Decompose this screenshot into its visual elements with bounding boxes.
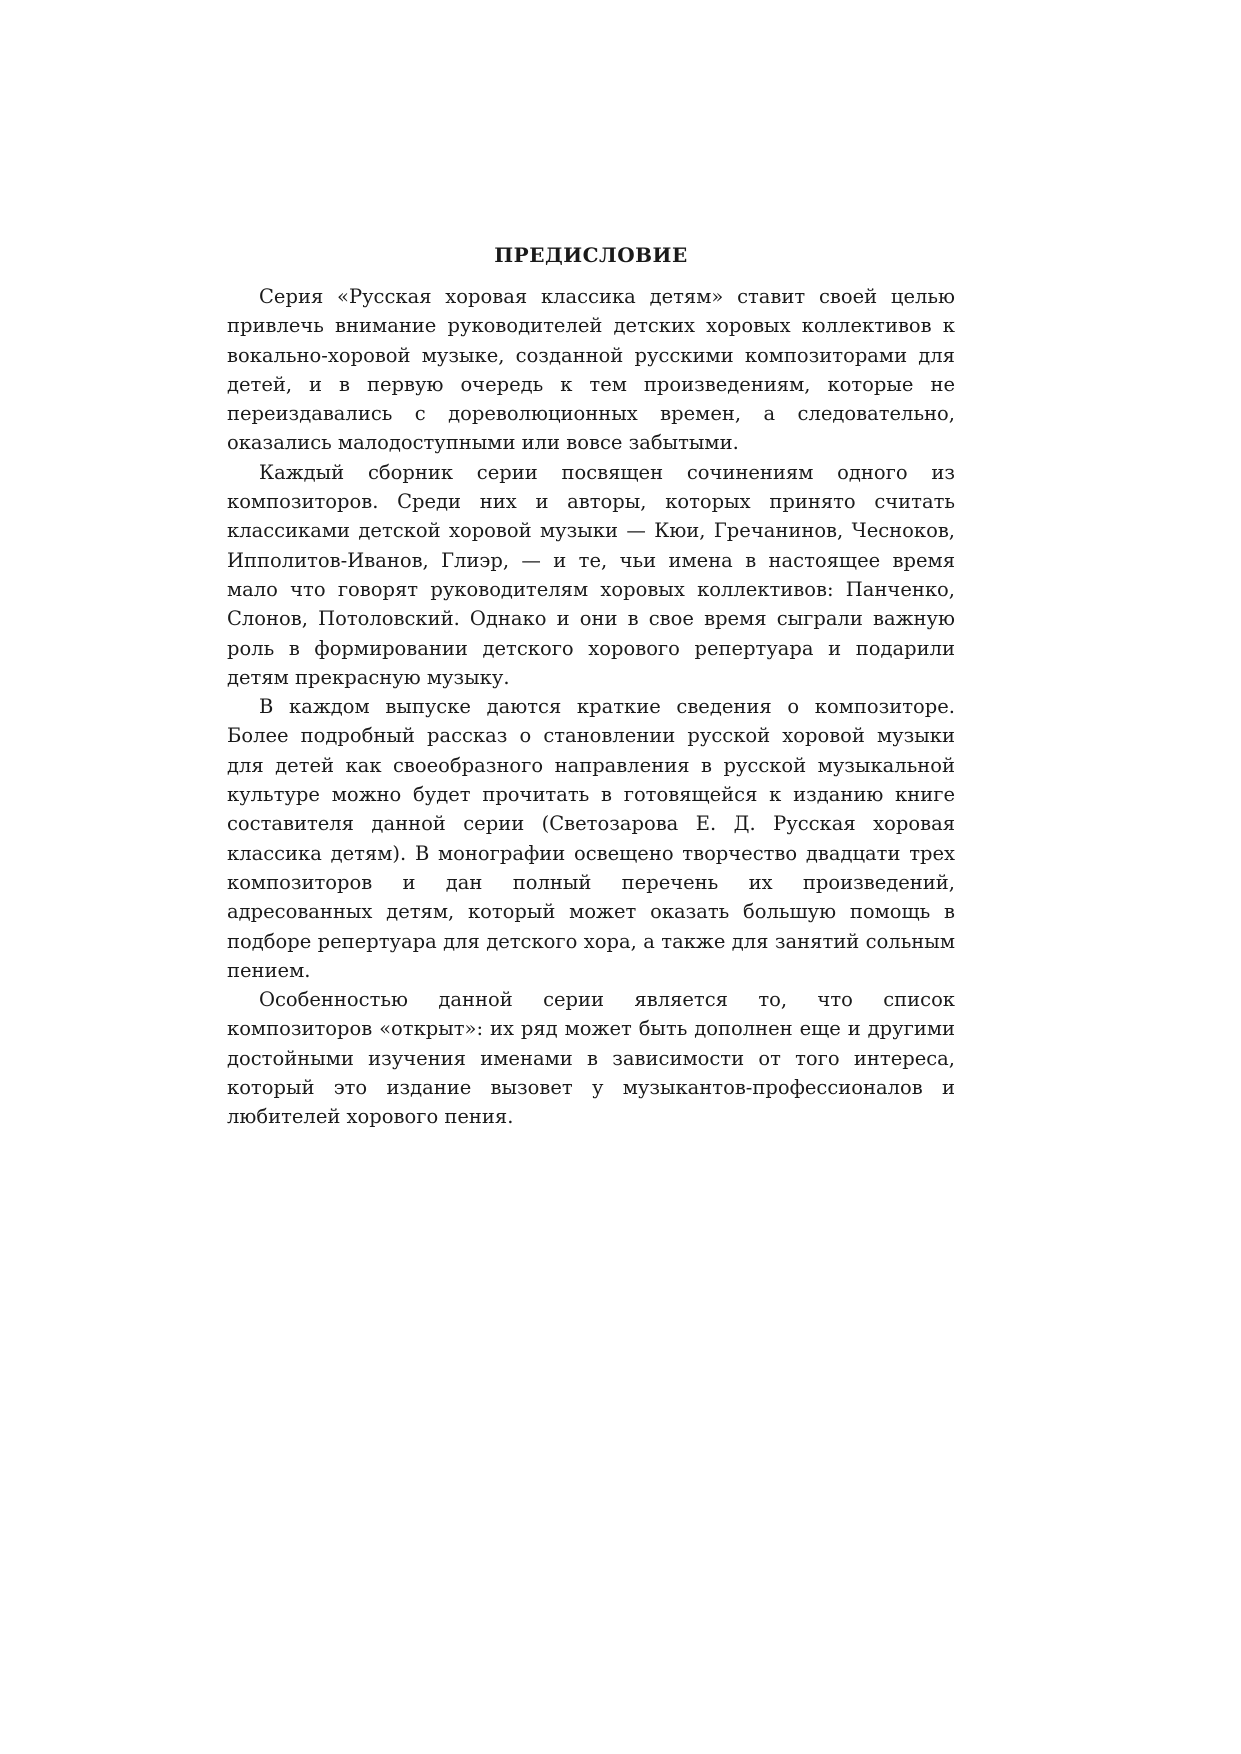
paragraph-3: В каждом выпуске даются краткие сведения о композиторе. Более подробный рассказ о становлении русской хоровой музыки для детей как своеобразного направления в русской музыкальной культуре можно будет прочитать в готовящейся к изданию книге составителя данной серии (Светозарова Е. Д. Русская хоровая классика детям). В монографии освещено творчество двадцати трех композиторов и дан полный перечень их произведений, адресованных детям, который может оказать большую помощь в подборе репертуара для детского хора, а также для занятий сольным пением. [227, 695, 955, 982]
page-title: ПРЕДИСЛОВИЕ [494, 243, 688, 267]
preface-section [227, 240, 955, 1132]
paragraph-2: Каждый сборник серии посвящен сочинениям одного из композиторов. Среди них и авторы, которых принято считать классиками детской хоровой музыки — Кюи, Гречанинов, Чесноков, Ипполитов-Иванов, Глиэр, — и те, чьи имена в настоящее время мало что говорят руководителям хоровых коллективов: Панченко, Слонов, Потоловский. Однако и они в свое время сыграли важную роль в формировании детского хорового репертуара и подарили детям прекрасную музыку. [227, 460, 955, 689]
paragraph-1: Серия «Русская хоровая классика детям» ставит своей целью привлечь внимание руководителей детских хоровых коллективов к вокально-хоровой музыке, созданной русскими композиторами для детей, и в первую очередь к тем произведениям, которые не переиздавались с дореволюционных времен, а следовательно, оказались малодоступными или вовсе забытыми. [227, 285, 955, 455]
paragraph-4: Особенностью данной серии является то, что список композиторов «открыт»: их ряд может быть дополнен еще и другими достойными изучения именами в зависимости от того интереса, который это издание вызовет у музыкантов-профессионалов и любителей хорового пения. [227, 988, 955, 1129]
